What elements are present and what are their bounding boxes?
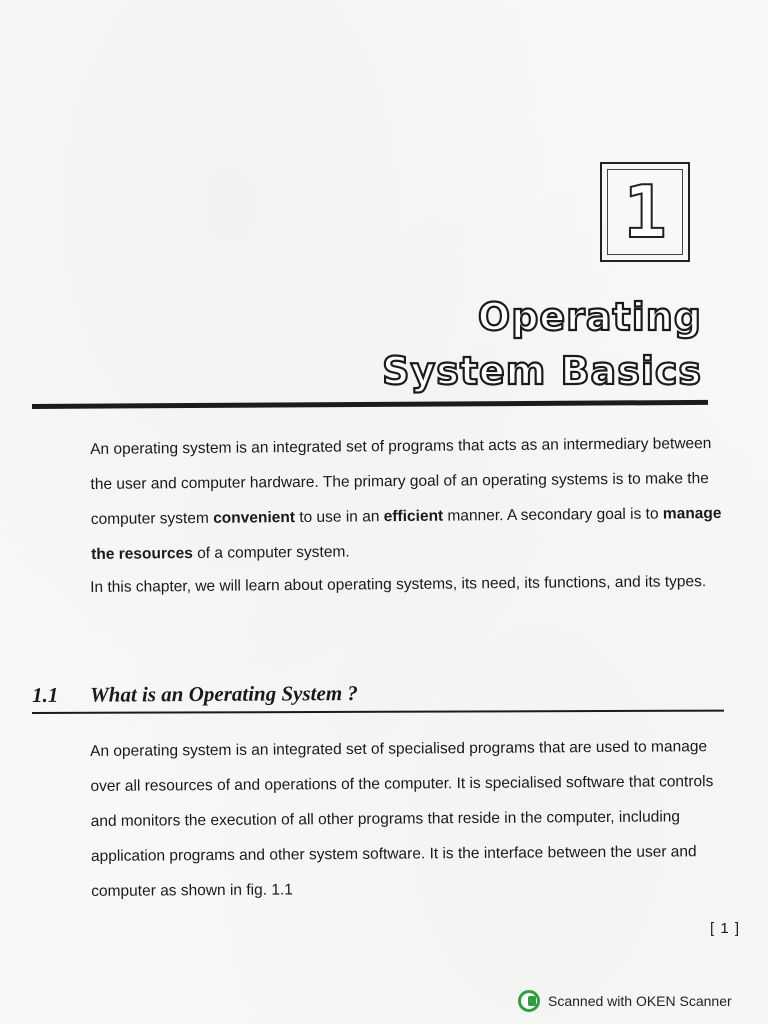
chapter-title <box>382 290 702 398</box>
section-divider <box>32 710 724 714</box>
chapter-number-box <box>600 162 690 262</box>
section-paragraph: An operating system is an integrated set of specialised programs that are used to manage over all resources of and operations of the computer. It is specialised software that controls and monitors the execution of all other programs that reside in the computer, including application programs and other system software. It is the interface between the user and computer as shown in fig. 1.1 <box>90 738 714 900</box>
intro-text-part4: of a computer system. <box>192 543 350 563</box>
page-number: [ 1 ] <box>710 920 741 937</box>
section-heading <box>32 679 712 708</box>
chapter-number: 1 <box>607 169 683 255</box>
intro-paragraph-1 <box>90 426 725 572</box>
scanner-watermark <box>518 990 732 1012</box>
section-number: 1.1 <box>32 682 59 707</box>
chapter-title-line2: System Basics <box>382 349 702 393</box>
intro-bold-efficient: efficient <box>383 507 444 526</box>
scanner-text: Scanned with OKEN Scanner <box>548 993 732 1009</box>
intro-bold-convenient: convenient <box>213 509 296 527</box>
intro-text-part2: to use in an <box>294 508 384 527</box>
intro-bold-manage-resources: manage the resources <box>91 504 722 563</box>
section-title: What is an Operating System ? <box>89 681 358 707</box>
intro-text-part3: manner. A secondary goal is to <box>443 505 663 525</box>
chapter-divider <box>32 400 708 409</box>
oken-scanner-icon <box>518 990 540 1012</box>
chapter-title-line1: Operating <box>477 295 702 339</box>
intro-paragraph-2: In this chapter, we will learn about operating systems, its need, its functions, and its types. <box>90 573 707 596</box>
intro-text-part1: An operating system is an integrated set of programs that acts as an intermediary between the user and computer hardware. The primary goal of an operating systems is to make the computer system <box>90 435 712 528</box>
